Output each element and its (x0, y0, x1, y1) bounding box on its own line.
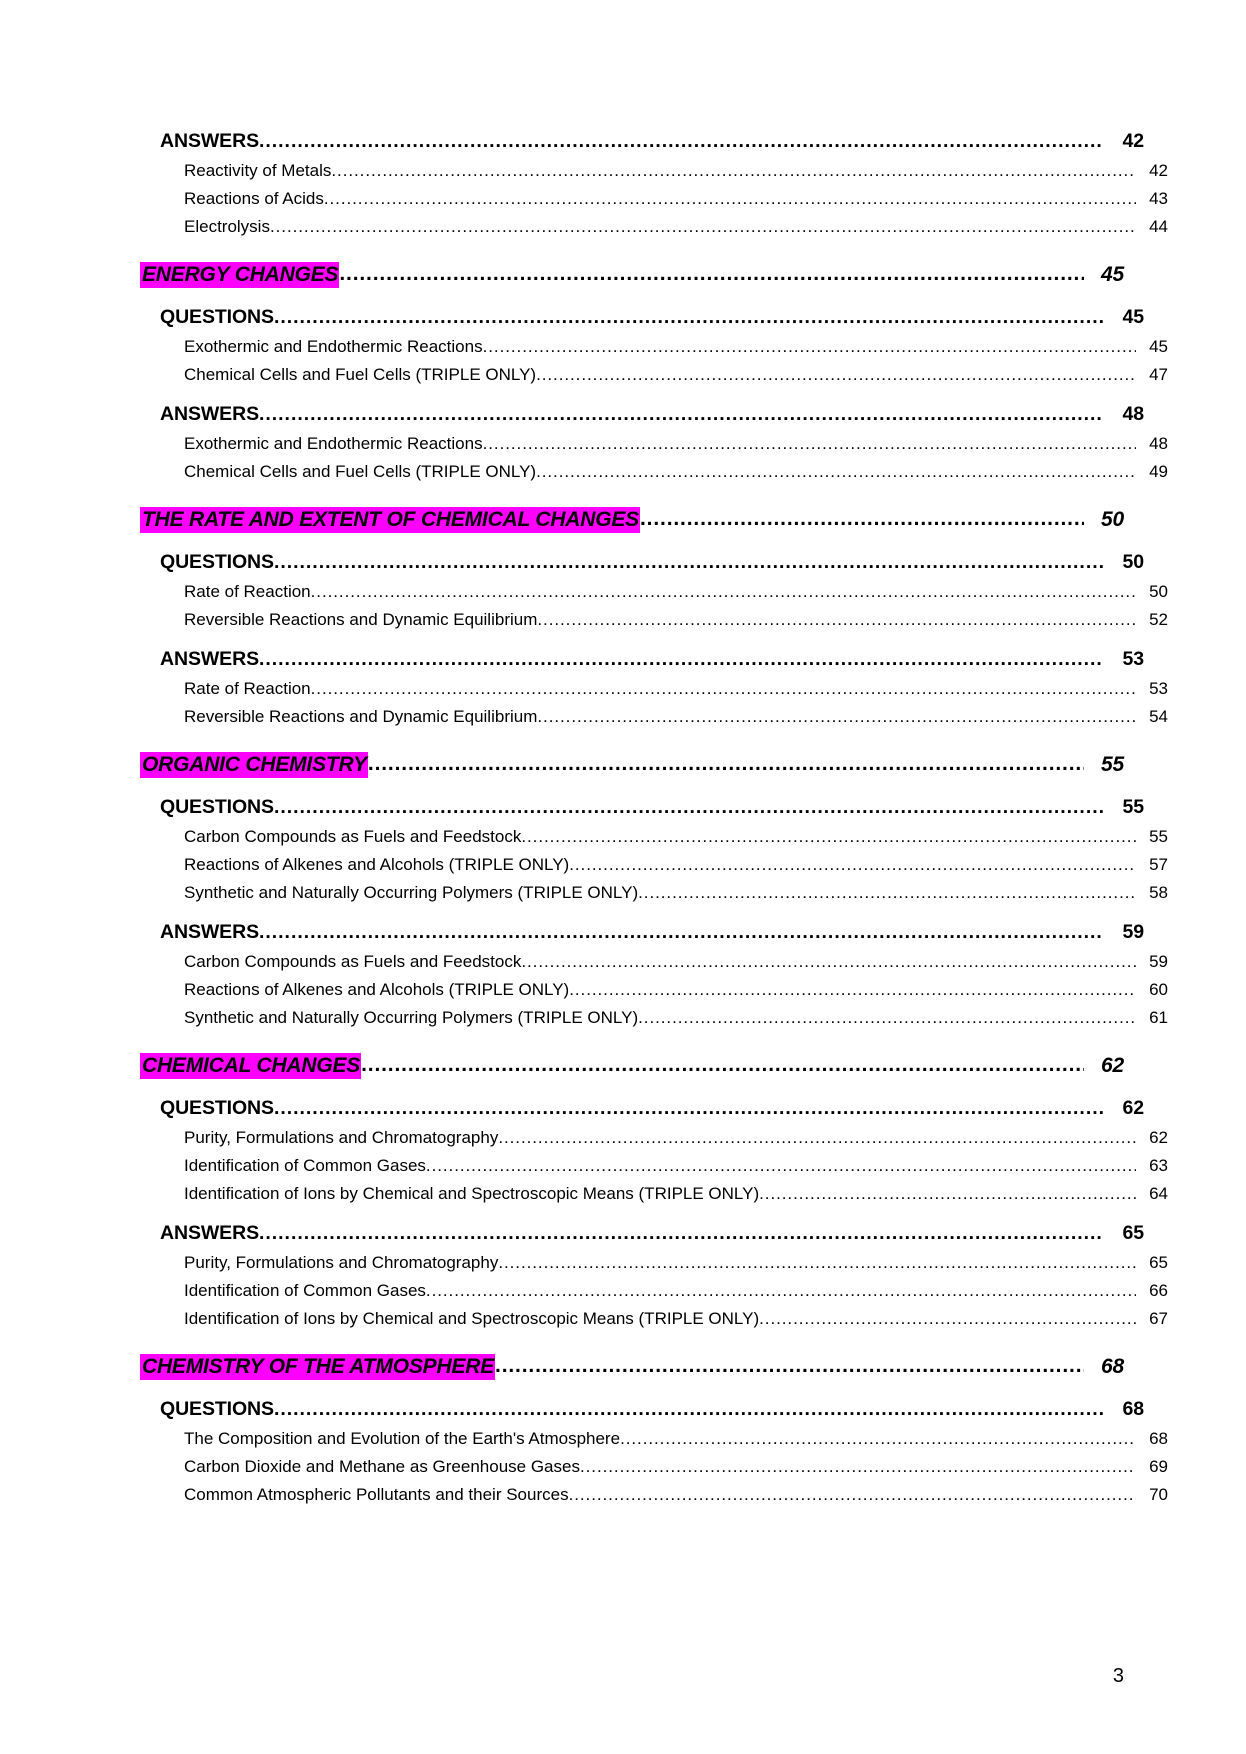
dot-leader (311, 679, 1136, 696)
toc-entry-label: Reactivity of Metals (184, 161, 332, 180)
toc-entry-page-number: 68 (1101, 1355, 1124, 1378)
toc-entry-label: Carbon Compounds as Fuels and Feedstock (184, 827, 522, 846)
dot-leader (259, 403, 1104, 423)
toc-entry-label: ANSWERS (160, 403, 259, 425)
toc-entry-lvl3[interactable] (140, 707, 1168, 727)
toc-entry-label: ANSWERS (160, 130, 259, 152)
dot-leader (498, 1253, 1136, 1270)
dot-leader (274, 796, 1104, 816)
toc-entry-page-number: 62 (1149, 1128, 1168, 1147)
toc-entry-label: QUESTIONS (160, 796, 274, 818)
toc-entry-lvl1[interactable] (140, 1053, 1124, 1079)
dot-leader (426, 1281, 1136, 1298)
toc-entry-page-number: 62 (1101, 1054, 1124, 1077)
toc-entry-lvl3[interactable] (140, 1184, 1168, 1204)
dot-leader (274, 1398, 1104, 1418)
toc-entry-page-number: 59 (1149, 952, 1168, 971)
dot-leader (311, 582, 1136, 599)
dot-leader (483, 434, 1136, 451)
toc-entry-page-number: 42 (1149, 161, 1168, 180)
toc-entry-page-number: 55 (1122, 796, 1144, 818)
dot-leader (274, 551, 1104, 571)
toc-entry-label: CHEMISTRY OF THE ATMOSPHERE (142, 1355, 495, 1378)
toc-entry-page-number: 66 (1149, 1281, 1168, 1300)
toc-entry-label: The Composition and Evolution of the Earth's Atmosphere (184, 1429, 621, 1448)
toc-entry-label: Identification of Ions by Chemical and Spectroscopic Means (TRIPLE ONLY) (184, 1184, 760, 1203)
toc-entry-label: ANSWERS (160, 1222, 259, 1244)
dot-leader (331, 161, 1136, 178)
toc-entry-label: Identification of Ions by Chemical and Spectroscopic Means (TRIPLE ONLY) (184, 1309, 760, 1328)
toc-entry-label: Reactions of Acids (184, 189, 324, 208)
toc-entry-page-number: 61 (1149, 1008, 1168, 1027)
toc-entry-label: QUESTIONS (160, 1398, 274, 1420)
dot-leader (324, 189, 1136, 206)
toc-entry-lvl3[interactable] (140, 1281, 1168, 1301)
dot-leader (521, 827, 1136, 844)
toc-entry-label: Exothermic and Endothermic Reactions (184, 337, 483, 356)
toc-entry-lvl2[interactable] (140, 1222, 1144, 1245)
dot-leader (368, 753, 1084, 774)
toc-entry-label: CHEMICAL CHANGES (142, 1054, 361, 1077)
toc-entry-page-number: 64 (1149, 1184, 1168, 1203)
toc-entry-lvl1[interactable] (140, 1354, 1124, 1380)
toc-entry-label: Purity, Formulations and Chromatography (184, 1253, 499, 1272)
toc-entry-page-number: 53 (1149, 679, 1168, 698)
toc-entry-lvl3[interactable] (140, 217, 1168, 237)
dot-leader (536, 462, 1136, 479)
toc-entry-label: QUESTIONS (160, 551, 274, 573)
toc-entry-page-number: 50 (1122, 551, 1144, 573)
toc-entry-lvl2[interactable] (140, 130, 1144, 153)
toc-entry-label: Carbon Compounds as Fuels and Feedstock (184, 952, 522, 971)
toc-entry-lvl3[interactable] (140, 1309, 1168, 1329)
dot-leader (259, 648, 1104, 668)
toc-entry-lvl3[interactable] (140, 1156, 1168, 1176)
dot-leader (569, 855, 1136, 872)
dot-leader (537, 610, 1136, 627)
toc-entry-label: Synthetic and Naturally Occurring Polymers (TRIPLE ONLY) (184, 1008, 639, 1027)
dot-leader (640, 508, 1084, 529)
toc-entry-page-number: 55 (1101, 753, 1124, 776)
toc-entry-label: Reversible Reactions and Dynamic Equilibrium (184, 707, 538, 726)
toc-entry-page-number: 44 (1149, 217, 1168, 236)
toc-entry-label: ORGANIC CHEMISTRY (142, 753, 367, 776)
dot-leader (620, 1429, 1136, 1446)
toc-entry-page-number: 65 (1149, 1253, 1168, 1272)
dot-leader (339, 263, 1084, 284)
dot-leader (569, 1485, 1136, 1502)
toc-entry-label: QUESTIONS (160, 1097, 274, 1119)
toc-entry-label: Rate of Reaction (184, 582, 311, 601)
toc-entry-label: Purity, Formulations and Chromatography (184, 1128, 499, 1147)
toc-entry-page-number: 70 (1149, 1485, 1168, 1504)
toc-entry-lvl3[interactable] (140, 1457, 1168, 1477)
dot-leader (274, 306, 1104, 326)
toc-entry-page-number: 65 (1122, 1222, 1144, 1244)
toc-entry-label: ANSWERS (160, 921, 259, 943)
toc-entry-lvl1[interactable] (140, 752, 1124, 778)
toc-entry-lvl2[interactable] (140, 796, 1144, 819)
dot-leader (759, 1309, 1136, 1326)
toc-entry-label: Chemical Cells and Fuel Cells (TRIPLE ONLY) (184, 462, 537, 481)
toc-entry-lvl3[interactable] (140, 827, 1168, 847)
toc-entry-page-number: 59 (1122, 921, 1144, 943)
toc-entry-lvl3[interactable] (140, 1429, 1168, 1449)
toc-entry-lvl3[interactable] (140, 883, 1168, 903)
toc-entry-label: Rate of Reaction (184, 679, 311, 698)
toc-entry-lvl3[interactable] (140, 952, 1168, 972)
dot-leader (495, 1355, 1084, 1376)
dot-leader (498, 1128, 1136, 1145)
toc-entry-page-number: 45 (1101, 263, 1124, 286)
toc-entry-label: QUESTIONS (160, 306, 274, 328)
toc-entry-label: Reactions of Alkenes and Alcohols (TRIPLE ONLY) (184, 855, 570, 874)
toc-entry-page-number: 58 (1149, 883, 1168, 902)
toc-entry-page-number: 54 (1149, 707, 1168, 726)
dot-leader (426, 1156, 1136, 1173)
toc-entry-lvl2[interactable] (140, 1398, 1144, 1421)
toc-entry-label: Electrolysis (184, 217, 270, 236)
toc-entry-lvl3[interactable] (140, 1128, 1168, 1148)
toc-entry-label: Synthetic and Naturally Occurring Polymers (TRIPLE ONLY) (184, 883, 639, 902)
toc-entry-label: Exothermic and Endothermic Reactions (184, 434, 483, 453)
toc-entry-lvl3[interactable] (140, 365, 1168, 385)
dot-leader (537, 707, 1136, 724)
toc-entry-lvl3[interactable] (140, 855, 1168, 875)
dot-leader (270, 217, 1136, 234)
dot-leader (521, 952, 1136, 969)
table-of-contents (140, 130, 1168, 1505)
toc-entry-lvl2[interactable] (140, 921, 1144, 944)
toc-entry-page-number: 69 (1149, 1457, 1168, 1476)
toc-entry-lvl3[interactable] (140, 610, 1168, 630)
toc-entry-page-number: 53 (1122, 648, 1144, 670)
toc-entry-lvl1[interactable] (140, 262, 1124, 288)
toc-entry-page-number: 57 (1149, 855, 1168, 874)
dot-leader (259, 1222, 1104, 1242)
toc-entry-label: Carbon Dioxide and Methane as Greenhouse Gases (184, 1457, 580, 1476)
toc-entry-lvl2[interactable] (140, 551, 1144, 574)
toc-entry-lvl3[interactable] (140, 679, 1168, 699)
toc-entry-label: ENERGY CHANGES (142, 263, 339, 286)
toc-entry-label: ANSWERS (160, 648, 259, 670)
toc-entry-lvl3[interactable] (140, 980, 1168, 1000)
dot-leader (536, 365, 1136, 382)
toc-entry-page-number: 52 (1149, 610, 1168, 629)
toc-entry-page-number: 48 (1122, 403, 1144, 425)
toc-entry-lvl3[interactable] (140, 161, 1168, 181)
toc-entry-lvl2[interactable] (140, 403, 1144, 426)
toc-entry-page-number: 60 (1149, 980, 1168, 999)
toc-entry-page-number: 50 (1101, 508, 1124, 531)
toc-entry-label: Chemical Cells and Fuel Cells (TRIPLE ONLY) (184, 365, 537, 384)
footer-page-number: 3 (1112, 1665, 1124, 1687)
toc-entry-page-number: 68 (1149, 1429, 1168, 1448)
toc-entry-lvl2[interactable] (140, 306, 1144, 329)
toc-entry-lvl2[interactable] (140, 648, 1144, 671)
toc-entry-page-number: 67 (1149, 1309, 1168, 1328)
toc-entry-page-number: 45 (1149, 337, 1168, 356)
dot-leader (638, 883, 1136, 900)
toc-entry-lvl3[interactable] (140, 462, 1168, 482)
toc-entry-label: Reactions of Alkenes and Alcohols (TRIPLE ONLY) (184, 980, 570, 999)
toc-entry-page-number: 48 (1149, 434, 1168, 453)
dot-leader (259, 130, 1104, 150)
dot-leader (759, 1184, 1136, 1201)
dot-leader (580, 1457, 1136, 1474)
toc-entry-page-number: 62 (1122, 1097, 1144, 1119)
toc-entry-lvl3[interactable] (140, 1008, 1168, 1028)
toc-entry-page-number: 63 (1149, 1156, 1168, 1175)
toc-entry-lvl3[interactable] (140, 434, 1168, 454)
toc-entry-lvl3[interactable] (140, 1485, 1168, 1505)
dot-leader (259, 921, 1104, 941)
toc-entry-page-number: 50 (1149, 582, 1168, 601)
dot-leader (361, 1054, 1084, 1075)
toc-entry-lvl3[interactable] (140, 1253, 1168, 1273)
toc-entry-page-number: 42 (1122, 130, 1144, 152)
toc-entry-lvl3[interactable] (140, 189, 1168, 209)
toc-entry-page-number: 68 (1122, 1398, 1144, 1420)
toc-entry-lvl3[interactable] (140, 582, 1168, 602)
toc-entry-label: THE RATE AND EXTENT OF CHEMICAL CHANGES (142, 508, 639, 531)
toc-entry-lvl3[interactable] (140, 337, 1168, 357)
toc-entry-lvl2[interactable] (140, 1097, 1144, 1120)
toc-entry-label: Identification of Common Gases (184, 1156, 426, 1175)
dot-leader (569, 980, 1136, 997)
toc-entry-lvl1[interactable] (140, 507, 1124, 533)
toc-entry-label: Reversible Reactions and Dynamic Equilibrium (184, 610, 538, 629)
toc-entry-label: Common Atmospheric Pollutants and their Sources (184, 1485, 569, 1504)
dot-leader (274, 1097, 1104, 1117)
toc-entry-page-number: 45 (1122, 306, 1144, 328)
toc-entry-page-number: 47 (1149, 365, 1168, 384)
toc-entry-page-number: 55 (1149, 827, 1168, 846)
toc-entry-label: Identification of Common Gases (184, 1281, 426, 1300)
dot-leader (483, 337, 1136, 354)
toc-entry-page-number: 49 (1149, 462, 1168, 481)
dot-leader (638, 1008, 1136, 1025)
toc-entry-page-number: 43 (1149, 189, 1168, 208)
